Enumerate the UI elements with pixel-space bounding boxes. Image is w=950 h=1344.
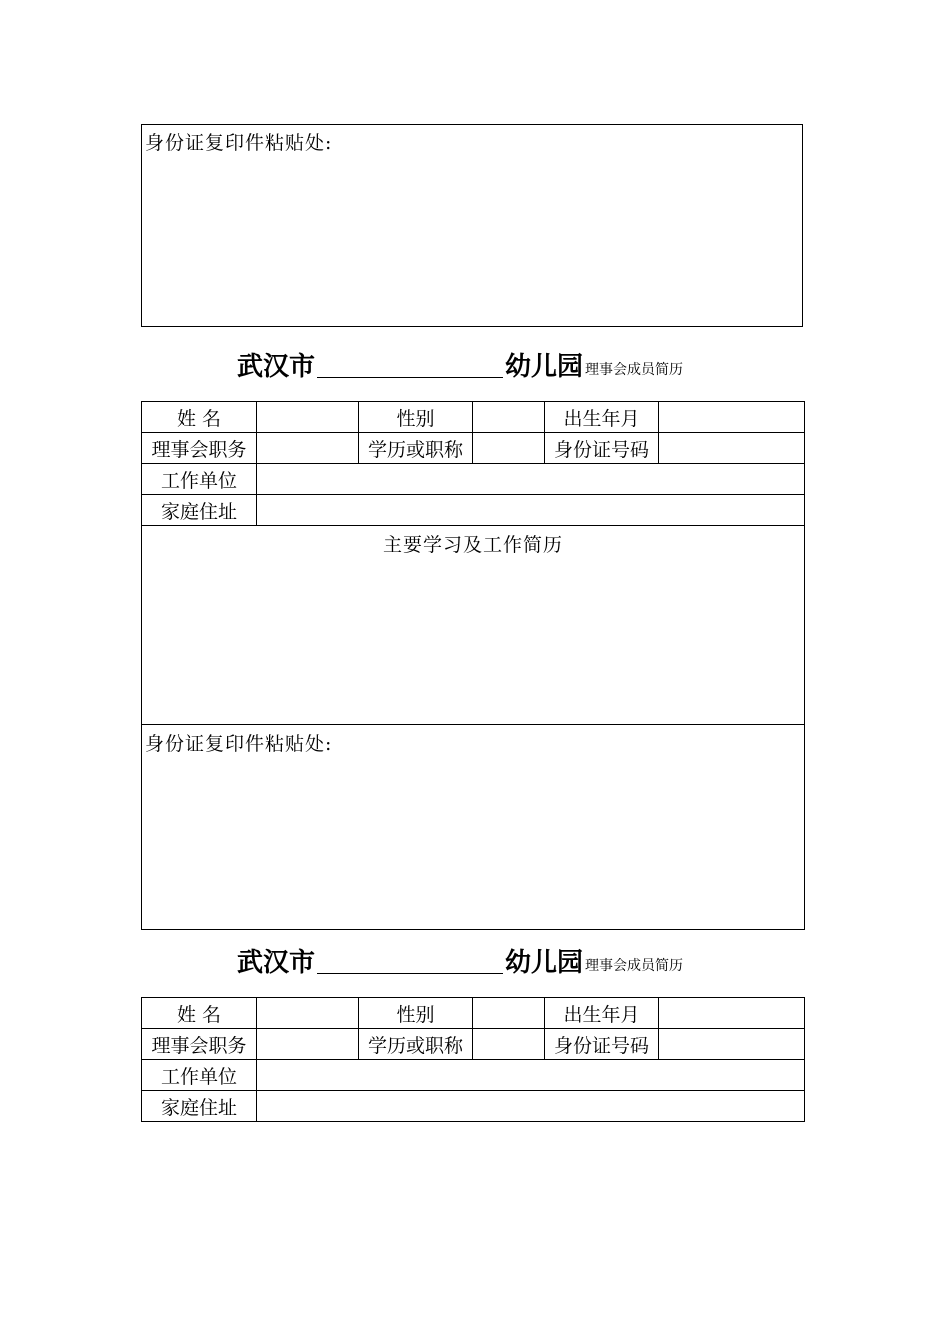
id-number-field[interactable] [659, 433, 805, 464]
gender-label: 性别 [359, 998, 473, 1029]
address-label: 家庭住址 [142, 495, 257, 526]
address-field[interactable] [257, 495, 805, 526]
birth-field[interactable] [659, 402, 805, 433]
education-field[interactable] [473, 433, 545, 464]
id-copy-paste-label: 身份证复印件粘贴处: [145, 733, 333, 755]
birth-label: 出生年月 [545, 402, 659, 433]
form-title [237, 344, 757, 384]
title-city: 武汉市 [237, 948, 316, 978]
gender-label: 性别 [359, 402, 473, 433]
table-row [142, 1060, 805, 1091]
table-row [142, 402, 805, 433]
kindergarten-name-blank[interactable] [317, 943, 503, 974]
resume-label: 主要学习及工作简历 [382, 534, 563, 556]
position-field[interactable] [257, 433, 359, 464]
title-kindergarten: 幼儿园 [505, 352, 584, 382]
title-suffix: 理事会成员简历 [585, 362, 684, 378]
work-unit-field[interactable] [257, 464, 805, 495]
work-unit-label: 工作单位 [142, 1060, 257, 1091]
address-field[interactable] [257, 1091, 805, 1122]
title-kindergarten: 幼儿园 [505, 948, 584, 978]
table-row [142, 998, 805, 1029]
id-copy-paste-label: 身份证复印件粘贴处: [145, 132, 333, 154]
position-label: 理事会职务 [142, 1029, 257, 1060]
table-row [142, 433, 805, 464]
birth-label: 出生年月 [545, 998, 659, 1029]
name-label: 姓 名 [142, 402, 257, 433]
birth-field[interactable] [659, 998, 805, 1029]
id-number-label: 身份证号码 [545, 433, 659, 464]
member-resume-table [141, 401, 805, 930]
table-row [142, 1029, 805, 1060]
gender-field[interactable] [473, 402, 545, 433]
id-copy-paste-area [142, 725, 805, 930]
education-field[interactable] [473, 1029, 545, 1060]
id-number-label: 身份证号码 [545, 1029, 659, 1060]
table-row [142, 495, 805, 526]
name-field[interactable] [257, 998, 359, 1029]
table-row [142, 526, 805, 725]
gender-field[interactable] [473, 998, 545, 1029]
work-unit-field[interactable] [257, 1060, 805, 1091]
id-number-field[interactable] [659, 1029, 805, 1060]
id-copy-paste-area [141, 124, 803, 327]
work-unit-label: 工作单位 [142, 464, 257, 495]
education-label: 学历或职称 [359, 433, 473, 464]
position-label: 理事会职务 [142, 433, 257, 464]
resume-section[interactable] [142, 526, 805, 725]
title-suffix: 理事会成员简历 [585, 958, 684, 974]
table-row [142, 1091, 805, 1122]
table-row [142, 464, 805, 495]
name-field[interactable] [257, 402, 359, 433]
address-label: 家庭住址 [142, 1091, 257, 1122]
name-label: 姓 名 [142, 998, 257, 1029]
form-title [237, 940, 757, 980]
kindergarten-name-blank[interactable] [317, 347, 503, 378]
position-field[interactable] [257, 1029, 359, 1060]
title-city: 武汉市 [237, 352, 316, 382]
table-row [142, 725, 805, 930]
education-label: 学历或职称 [359, 1029, 473, 1060]
member-resume-table [141, 997, 805, 1122]
